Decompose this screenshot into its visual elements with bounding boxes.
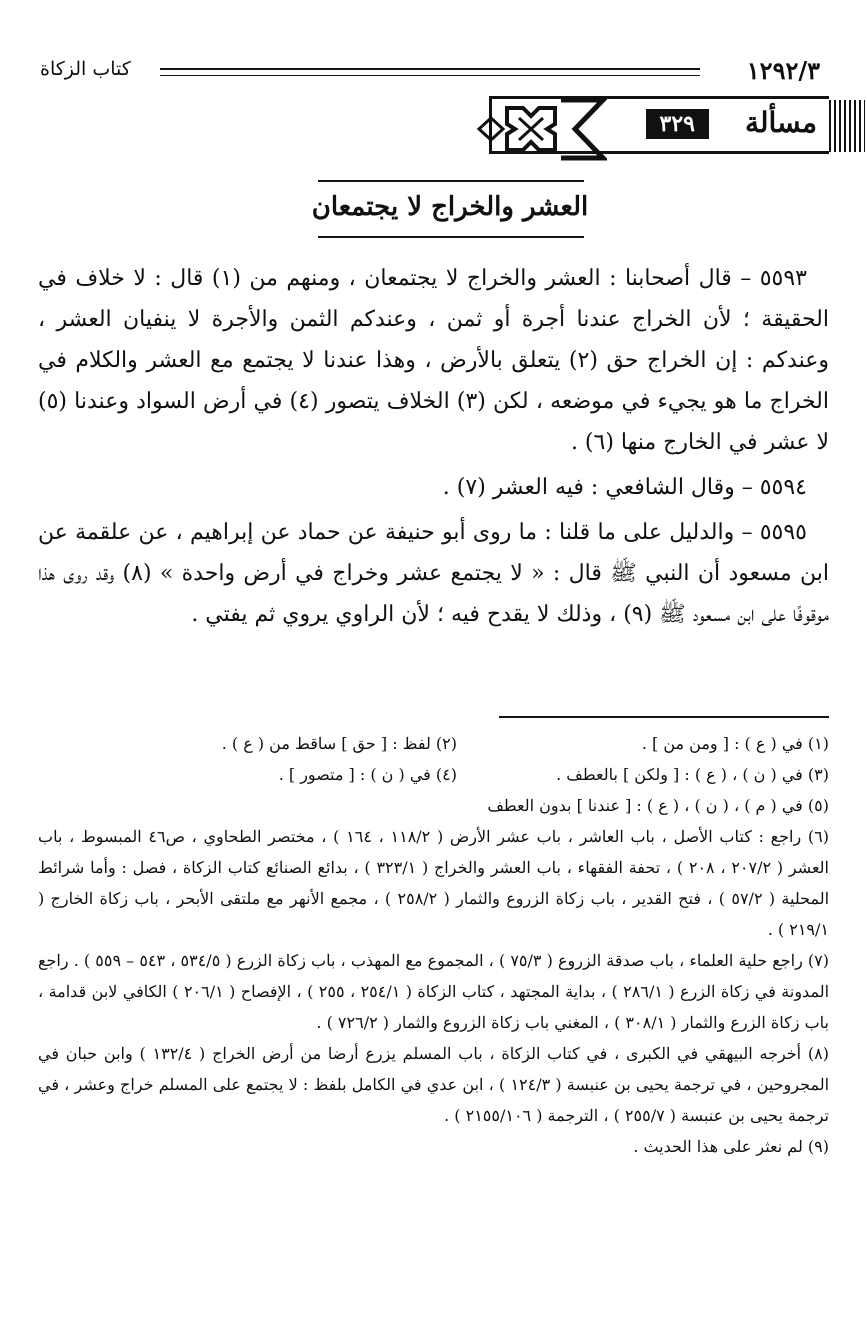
- footnote-2: (٢) لفظ : [ حق ] ساقط من ( ع ) .: [221, 734, 457, 753]
- ornament-icon: [457, 96, 607, 162]
- paragraph-5593: ٥٥٩٣ – قال أصحابنا : العشر والخراج لا يجتمعان ، ومنهم من (١) قال : لا خلاف في الحقيقة ؛ لأن الخراج عندنا أجرة أو ثمن ، وعندكم الثمن والأجرة لا ينفيان العشر ، وعندكم : إن الخراج حق (٢) يتعلق بالأرض ، وهذا عندنا لا يجتمع مع العشر والكلام في الخراج ما هو يجيء في موضعه ، لكن (٣) الخلاف يتصور (٤) في أرض السواد وعندنا (٥) لا عشر في الخارج منها (٦) .: [38, 266, 829, 455]
- page-number: ١٢٩٢/٣: [746, 56, 820, 85]
- running-header: [40, 56, 820, 86]
- header-rule: [160, 68, 700, 76]
- paragraph-5595: ٥٥٩٥ – والدليل على ما قلنا : ما روى أبو حنيفة عن حماد عن إبراهيم ، عن علقمة عن ابن مسعود أن النبي ﷺ قال : « لا يجتمع عشر وخراج في أرض واحدة » (٨) وقد روى هذا موقوفًا على ابن مسعود ﷺ (٩) ، وذلك لا يقدح فيه ؛ لأن الراوي يروي ثم يفتي .: [38, 520, 829, 627]
- footnote-8: (٨) أخرجه البيهقي في الكبرى ، في كتاب الزكاة ، باب المسلم يزرع أرضا من أرض الخراج ( ١٣٢/٤ ) وابن حبان في المجروحين ، في ترجمة يحيى بن عنبسة ( ١٢٤/٣ ) ، ابن عدي في الكامل بلفظ : لا يجتمع على المسلم خراج وعشر ، في ترجمة يحيى بن عنبسة ( ٢٥٥/٧ ) ، الترجمة ( ٢١٥٥/١٠٦ ) .: [38, 1044, 830, 1125]
- footnote-row: [38, 759, 829, 790]
- paragraph-5594: ٥٥٩٤ – وقال الشافعي : فيه العشر (٧) .: [442, 475, 807, 500]
- masala-label: مسألة: [744, 106, 817, 139]
- masala-number: ٣٢٩: [646, 109, 709, 139]
- footnotes: [38, 728, 829, 1162]
- footnote-1: (١) في ( ع ) : [ ومن من ] .: [641, 734, 829, 753]
- footnote-rule: [499, 716, 829, 718]
- footnote-9: (٩) لم نعثر على هذا الحديث .: [633, 1137, 829, 1156]
- striped-bars-decoration: [829, 100, 865, 152]
- title-bottom-rule: [318, 236, 584, 238]
- footnote-3: (٣) في ( ن ) ، ( ع ) : [ ولكن ] بالعطف .: [556, 765, 829, 784]
- footnote-4: (٤) في ( ن ) : [ متصور ] .: [278, 765, 457, 784]
- masala-banner: [457, 96, 867, 162]
- footnote-6: (٦) راجع : كتاب الأصل ، باب العاشر ، باب عشر الأرض ( ١١٨/٢ ، ١٦٤ ) ، مختصر الطحاوي ، ص٤٦ المبسوط ، باب العشر ( ٢٠٧/٢ ، ٢٠٨ ) ، تحفة الفقهاء ، باب العشر والخراج ( ٣٢٣/١ ) ، بدائع الصنائع كتاب الزكاة ، فصل : وأما شرائط المحلية ( ٥٧/٢ ) ، فتح القدير ، باب زكاة الزروع والثمار ( ٢٥٨/٢ ) ، مجمع الأنهر مع ملتقى الأبحر ، باب زكاة الخارج ( ٢١٩/١ ) .: [38, 827, 830, 939]
- footnote-7: (٧) راجع حلية العلماء ، باب صدقة الزروع ( ٧٥/٣ ) ، المجموع مع المهذب ، باب زكاة الزرع ( ٥٣٤/٥ ، ٥٤٣ – ٥٥٩ ) . راجع المدونة في زكاة الزرع ( ٢٨٦/١ ) ، بداية المجتهد ، كتاب الزكاة ( ٢٥٤/١ ، ٢٥٥ ) ، الإفصاح ( ٢٠٦/١ ) الكافي لابن قدامة ، باب زكاة الزرع والثمار ( ٣٠٨/١ ) ، المغني باب زكاة الزروع والثمار ( ٧٢٦/٢ ) .: [38, 951, 830, 1032]
- section-title: العشر والخراج لا يجتمعان: [311, 192, 589, 222]
- title-top-rule: [318, 180, 584, 182]
- footnote-row: [38, 728, 829, 759]
- body-text: [38, 258, 829, 635]
- book-title: كتاب الزكاة: [40, 58, 131, 80]
- footnote-5: (٥) في ( م ) ، ( ن ) ، ( ع ) : [ عندنا ] بدون العطف: [487, 796, 829, 815]
